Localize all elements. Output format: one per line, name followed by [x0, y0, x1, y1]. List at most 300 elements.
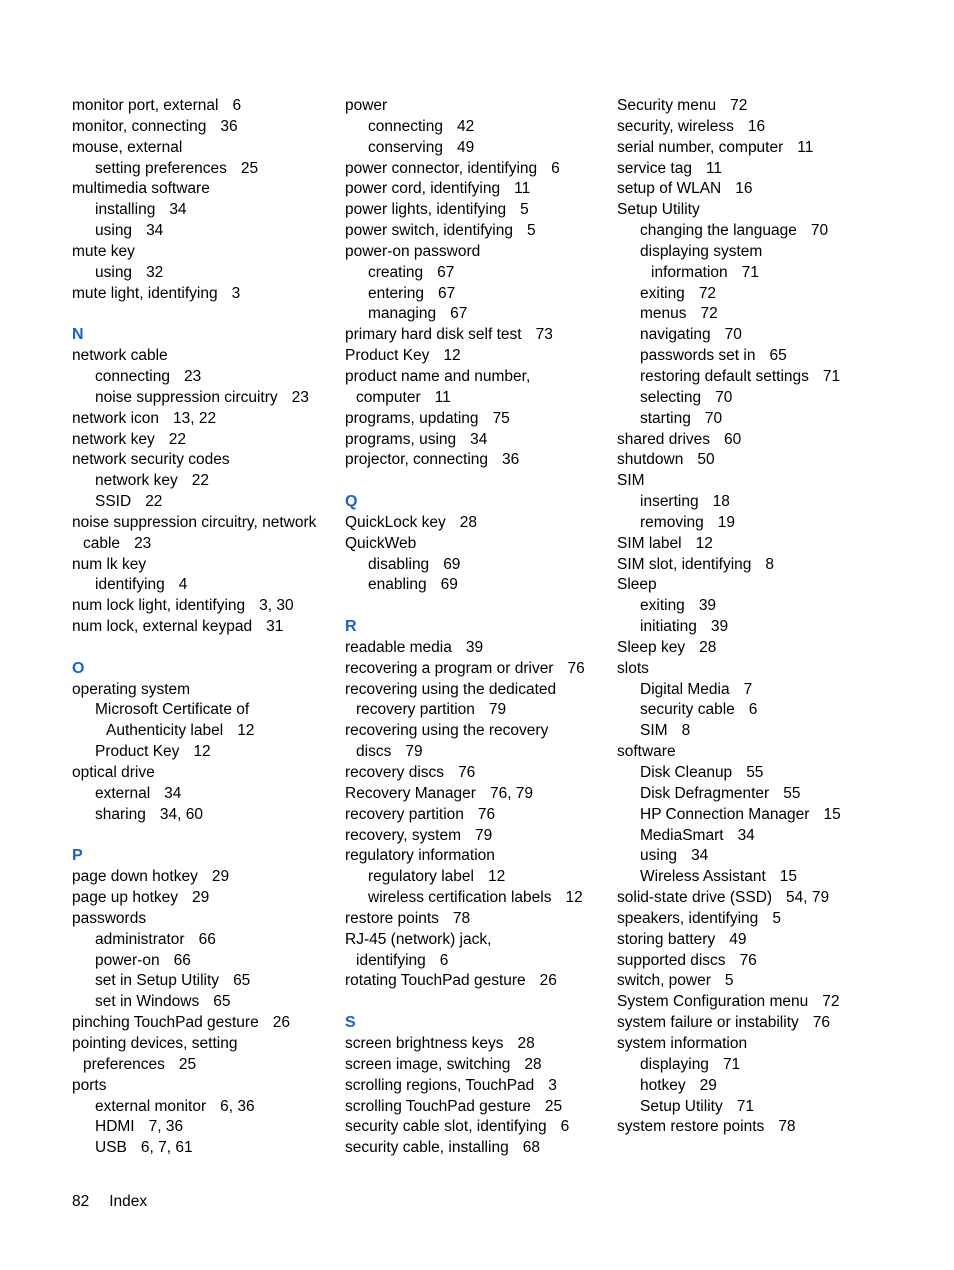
index-term: projector, connecting: [345, 451, 489, 469]
index-entry: [345, 659, 613, 680]
index-page-refs: 39: [710, 618, 729, 636]
index-entry: [345, 179, 613, 200]
index-term: initiating: [640, 618, 697, 636]
index-entry: [345, 430, 613, 451]
index-term: restore points: [345, 909, 439, 927]
index-entry: [617, 471, 885, 492]
index-term: SSID: [95, 493, 132, 511]
index-entry: [617, 700, 885, 721]
index-page-refs: 12: [193, 743, 211, 761]
index-term: network key: [72, 430, 155, 448]
index-entry: [617, 263, 885, 284]
index-term: MediaSmart: [640, 826, 724, 844]
index-page-refs: 73: [535, 326, 553, 344]
index-term: managing: [368, 305, 437, 323]
index-page-refs: 5: [520, 201, 529, 219]
index-term: recovering using the recovery: [345, 722, 549, 740]
index-page-refs: 6: [748, 701, 758, 719]
index-letter-heading: P: [72, 847, 83, 865]
index-term: rotating TouchPad gesture: [345, 972, 526, 990]
index-page-refs: 70: [704, 409, 723, 427]
index-page-refs: 54, 79: [786, 889, 830, 907]
index-entry: [345, 117, 613, 138]
index-entry: [617, 846, 885, 867]
index-term: noise suppression circuitry: [95, 388, 278, 406]
index-entry: [617, 555, 885, 576]
index-term: slots: [617, 659, 649, 677]
index-page-refs: 39: [465, 638, 484, 656]
index-page-refs: 70: [715, 388, 733, 406]
index-entry: [345, 951, 613, 972]
index-term: removing: [640, 513, 704, 531]
index-term: HP Connection Manager: [640, 805, 810, 823]
index-page-refs: 67: [437, 263, 455, 281]
index-term: preferences: [83, 1055, 165, 1073]
index-page-refs: 26: [539, 972, 557, 990]
index-page-refs: 28: [517, 1034, 535, 1052]
index-page-refs: 78: [778, 1118, 796, 1136]
index-entry: [617, 638, 885, 659]
index-page-refs: 3: [231, 284, 241, 302]
index-entry: [617, 179, 885, 200]
index-entry: [72, 117, 340, 138]
index-term: Sleep: [617, 576, 657, 594]
index-term: network cable: [72, 347, 168, 365]
index-page-refs: 34: [470, 430, 488, 448]
page-footer: [72, 1192, 147, 1212]
index-page-refs: 70: [724, 326, 742, 344]
index-entry: [345, 555, 613, 576]
index-entry: [617, 888, 885, 909]
index-term: Digital Media: [640, 680, 730, 698]
index-term: setting preferences: [95, 159, 227, 177]
index-entry: [617, 304, 885, 325]
index-entry: [72, 1055, 340, 1076]
index-entry: [345, 263, 613, 284]
index-page-refs: 39: [698, 597, 717, 615]
index-term: System Configuration menu: [617, 993, 809, 1011]
index-page-refs: 34, 60: [159, 805, 203, 823]
index-term: monitor port, external: [72, 97, 219, 114]
index-term: RJ-45 (network) jack,: [345, 930, 492, 948]
index-page-refs: 70: [810, 222, 829, 240]
index-entry: [617, 596, 885, 617]
index-term: set in Setup Utility: [95, 972, 220, 990]
index-entry: [617, 159, 885, 180]
index-entry: [72, 909, 340, 930]
index-term: Recovery Manager: [345, 784, 476, 802]
index-entry: [72, 409, 340, 430]
index-entry: [345, 575, 613, 596]
index-term: recovery partition: [345, 805, 464, 823]
index-term: using: [640, 847, 678, 865]
index-entry: [72, 742, 340, 763]
index-term: optical drive: [72, 764, 155, 781]
index-page-refs: 5: [527, 222, 536, 240]
index-page-refs: 6: [232, 97, 242, 114]
index-entry: [72, 763, 340, 784]
index-entry: [72, 367, 340, 388]
index-entry: [617, 513, 885, 534]
index-term: Microsoft Certificate of: [95, 701, 250, 719]
index-page-refs: 28: [699, 638, 717, 656]
index-term: computer: [356, 388, 421, 406]
index-page-refs: 11: [514, 180, 531, 198]
index-term: supported discs: [617, 951, 726, 969]
index-term: sharing: [95, 805, 146, 823]
index-page-refs: 75: [492, 409, 510, 427]
index-page-refs: 25: [544, 1097, 563, 1115]
index-entry: [617, 492, 885, 513]
index-page-refs: 49: [456, 138, 475, 156]
index-entry: [72, 263, 340, 284]
index-term: security cable: [640, 701, 735, 719]
index-term: Wireless Assistant: [640, 868, 766, 886]
index-entry: [617, 284, 885, 305]
index-term: creating: [368, 263, 424, 281]
index-term: security cable slot, identifying: [345, 1118, 547, 1136]
index-term: entering: [368, 284, 425, 302]
index-term: SIM: [617, 472, 645, 490]
index-entry: [617, 971, 885, 992]
index-page-refs: 11: [434, 388, 451, 406]
index-entry: [345, 784, 613, 805]
index-page-refs: 12: [237, 722, 255, 740]
index-term: restoring default settings: [640, 367, 809, 385]
index-page-refs: 55: [746, 764, 764, 781]
index-page-refs: 76: [567, 659, 585, 677]
index-term: page down hotkey: [72, 868, 198, 886]
index-term: connecting: [95, 367, 170, 385]
index-page-refs: 66: [173, 951, 191, 969]
index-entry: [72, 221, 340, 242]
index-entry: [617, 680, 885, 701]
index-term: product name and number,: [345, 367, 531, 385]
index-entry: [345, 909, 613, 930]
index-term: USB: [95, 1139, 127, 1157]
index-term: Product Key: [95, 743, 180, 761]
index-entry: [617, 721, 885, 742]
index-entry: [345, 1117, 613, 1138]
index-entry: [617, 805, 885, 826]
index-entry: [72, 555, 340, 576]
index-term: conserving: [368, 138, 443, 156]
index-entry: [617, 784, 885, 805]
index-entry: [617, 826, 885, 847]
index-term: passwords: [72, 909, 147, 927]
index-term: Authenticity label: [106, 722, 224, 740]
index-term: SIM: [640, 722, 668, 740]
index-page-refs: 29: [699, 1076, 717, 1094]
index-entry: [72, 700, 340, 721]
index-letter-heading: Q: [345, 493, 358, 511]
footer-section-title: Index: [109, 1193, 148, 1210]
index-page-refs: 28: [524, 1055, 542, 1073]
index-entry: [345, 200, 613, 221]
index-term: power switch, identifying: [345, 222, 513, 240]
index-term: selecting: [640, 388, 702, 406]
index-entry: [72, 784, 340, 805]
index-term: Product Key: [345, 347, 430, 365]
index-entry: [617, 867, 885, 888]
index-entry: [617, 138, 885, 159]
index-term: system failure or instability: [617, 1014, 799, 1032]
index-entry: [72, 1034, 340, 1055]
index-entry: [345, 888, 613, 909]
index-term: enabling: [368, 576, 427, 594]
index-page-refs: 3: [548, 1076, 557, 1094]
index-page-refs: 11: [797, 138, 814, 156]
index-entry: [72, 513, 340, 534]
index-entry: [345, 242, 613, 263]
index-term: Disk Cleanup: [640, 764, 733, 781]
index-letter-heading: O: [72, 659, 85, 677]
index-term: QuickLock key: [345, 513, 446, 531]
index-term: system information: [617, 1034, 748, 1052]
index-term: wireless certification labels: [368, 889, 552, 907]
index-entry: [617, 430, 885, 451]
index-term: power cord, identifying: [345, 180, 501, 198]
index-page-refs: 50: [697, 451, 715, 469]
index-entry: [345, 96, 613, 117]
index-entry: [72, 492, 340, 513]
page-number: 82: [72, 1193, 90, 1210]
index-term: storing battery: [617, 930, 716, 948]
index-page-refs: 60: [724, 430, 742, 448]
index-entry: [617, 325, 885, 346]
index-term: ports: [72, 1076, 107, 1094]
index-term: recovery, system: [345, 826, 461, 844]
index-page-refs: 79: [488, 701, 507, 719]
index-entry: [345, 826, 613, 847]
index-entry: [617, 1013, 885, 1034]
index-term: connecting: [368, 117, 443, 135]
index-page-refs: 79: [405, 743, 423, 761]
index-term: power connector, identifying: [345, 159, 538, 177]
index-entry: [72, 1076, 340, 1097]
index-entry: [72, 159, 340, 180]
index-entry: [72, 575, 340, 596]
index-term: recovering a program or driver: [345, 659, 554, 677]
index-entry: [72, 450, 340, 471]
index-page-refs: 76, 79: [489, 784, 534, 802]
index-term: administrator: [95, 930, 185, 948]
index-page-refs: 66: [198, 930, 216, 948]
index-term: num lock light, identifying: [72, 597, 246, 615]
index-entry: [72, 867, 340, 888]
index-page-refs: 71: [722, 1055, 741, 1073]
index-entry: [345, 534, 613, 555]
index-page-refs: 34: [169, 201, 187, 219]
index-term: num lock, external keypad: [72, 618, 253, 636]
index-term: external: [95, 784, 151, 802]
index-term: setup of WLAN: [617, 180, 722, 198]
index-page-refs: 55: [783, 784, 801, 802]
index-term: regulatory label: [368, 868, 474, 886]
index-entry: [345, 221, 613, 242]
index-entry: [617, 617, 885, 638]
index-entry: [617, 450, 885, 471]
index-entry: [617, 951, 885, 972]
index-entry: [345, 159, 613, 180]
index-term: network key: [95, 472, 178, 490]
index-entry: [345, 284, 613, 305]
index-page-refs: 15: [779, 868, 798, 886]
index-term: mute light, identifying: [72, 284, 218, 302]
index-entry: [72, 951, 340, 972]
index-entry: [345, 1034, 613, 1055]
index-term: identifying: [95, 576, 165, 594]
index-page-refs: 49: [729, 930, 747, 948]
index-entry: [72, 1117, 340, 1138]
index-term: page up hotkey: [72, 889, 179, 907]
index-entry: [617, 909, 885, 930]
index-entry: [617, 242, 885, 263]
index-letter-heading: N: [72, 326, 84, 344]
index-entry: [345, 971, 613, 992]
index-entry: [617, 659, 885, 680]
index-entry: [345, 1076, 613, 1097]
index-term: HDMI: [95, 1118, 135, 1136]
index-term: set in Windows: [95, 993, 200, 1011]
index-term: SIM label: [617, 534, 682, 552]
index-entry: [345, 638, 613, 659]
index-entry: [345, 138, 613, 159]
index-term: solid-state drive (SSD): [617, 889, 773, 907]
index-entry: [72, 888, 340, 909]
index-entry: [72, 138, 340, 159]
index-entry: [345, 867, 613, 888]
index-entry: [72, 805, 340, 826]
index-page-refs: 15: [823, 805, 841, 823]
index-page-refs: 5: [772, 909, 781, 927]
index-entry: [72, 284, 340, 305]
index-term: readable media: [345, 638, 452, 656]
index-term: programs, using: [345, 430, 457, 448]
index-page-refs: 71: [822, 367, 841, 385]
index-entry: [617, 388, 885, 409]
index-page-refs: 8: [681, 722, 691, 740]
index-page-refs: 6: [439, 951, 449, 969]
index-page-refs: 6: [551, 159, 560, 177]
index-entry: [345, 680, 613, 701]
index-page-refs: 3, 30: [259, 597, 294, 615]
index-page-refs: 34: [737, 826, 755, 844]
index-entry: [345, 450, 613, 471]
index-page-refs: 67: [450, 305, 468, 323]
index-term: inserting: [640, 493, 699, 511]
index-page-refs: 36: [502, 451, 520, 469]
index-term: external monitor: [95, 1097, 207, 1115]
index-term: security, wireless: [617, 117, 734, 135]
index-page-refs: 78: [452, 909, 471, 927]
index-entry: [345, 304, 613, 325]
index-term: hotkey: [640, 1076, 686, 1094]
index-term: service tag: [617, 159, 692, 177]
index-page-refs: 34: [146, 222, 164, 240]
index-term: operating system: [72, 680, 191, 698]
index-entry: [345, 367, 613, 388]
index-term: security cable, installing: [345, 1139, 509, 1157]
index-page-refs: 72: [730, 97, 748, 114]
index-term: screen brightness keys: [345, 1034, 504, 1052]
index-term: multimedia software: [72, 180, 210, 198]
index-term: displaying: [640, 1055, 709, 1073]
index-entry: [72, 471, 340, 492]
index-entry: [345, 409, 613, 430]
index-column-2: [345, 96, 613, 1159]
index-term: starting: [640, 409, 691, 427]
index-page-refs: 22: [168, 430, 186, 448]
index-entry: [345, 325, 613, 346]
index-entry: [617, 1117, 885, 1138]
index-term: software: [617, 743, 676, 761]
index-entry: [345, 805, 613, 826]
index-term: power-on password: [345, 242, 481, 260]
index-entry: [72, 179, 340, 200]
index-page-refs: 16: [735, 180, 753, 198]
index-page-refs: 79: [475, 826, 493, 844]
index-page-refs: 65: [233, 972, 251, 990]
index-term: SIM slot, identifying: [617, 555, 752, 573]
index-entry: [72, 242, 340, 263]
index-page-refs: 29: [211, 868, 230, 886]
index-page-refs: 72: [698, 284, 717, 302]
index-page-refs: 34: [164, 784, 182, 802]
index-letter-heading: S: [345, 1014, 356, 1032]
index-page-refs: 25: [240, 159, 259, 177]
index-term: mouse, external: [72, 138, 183, 156]
index-entry: [72, 96, 340, 117]
index-term: Sleep key: [617, 638, 686, 656]
index-term: shared drives: [617, 430, 711, 448]
index-entry: [72, 534, 340, 555]
index-term: pointing devices, setting: [72, 1034, 238, 1052]
index-entry: [617, 117, 885, 138]
index-column-1: [72, 96, 340, 1159]
index-page-refs: 69: [443, 555, 461, 573]
index-entry: [345, 763, 613, 784]
index-page-refs: 12: [487, 868, 506, 886]
index-page-refs: 12: [695, 534, 713, 552]
index-entry: [72, 1013, 340, 1034]
index-entry: [617, 1097, 885, 1118]
index-entry: [345, 742, 613, 763]
index-entry: [617, 742, 885, 763]
index-term: power-on: [95, 951, 160, 969]
index-entry: [345, 700, 613, 721]
index-term: switch, power: [617, 972, 711, 990]
index-entry: [345, 388, 613, 409]
index-entry: [72, 1097, 340, 1118]
index-page-refs: 71: [741, 263, 759, 281]
index-page-refs: 8: [765, 555, 775, 573]
index-entry: [617, 992, 885, 1013]
index-page-refs: 34: [691, 847, 709, 865]
index-term: navigating: [640, 326, 711, 344]
index-entry: [617, 409, 885, 430]
index-entry: [345, 930, 613, 951]
index-page-refs: 19: [717, 513, 735, 531]
index-term: disabling: [368, 555, 430, 573]
index-term: QuickWeb: [345, 534, 417, 552]
index-page-refs: 72: [700, 305, 718, 323]
index-letter-heading: R: [345, 618, 357, 636]
index-page-refs: 65: [213, 993, 231, 1011]
index-page-refs: 36: [220, 117, 238, 135]
index-term: using: [95, 222, 133, 240]
index-term: recovering using the dedicated: [345, 680, 557, 698]
